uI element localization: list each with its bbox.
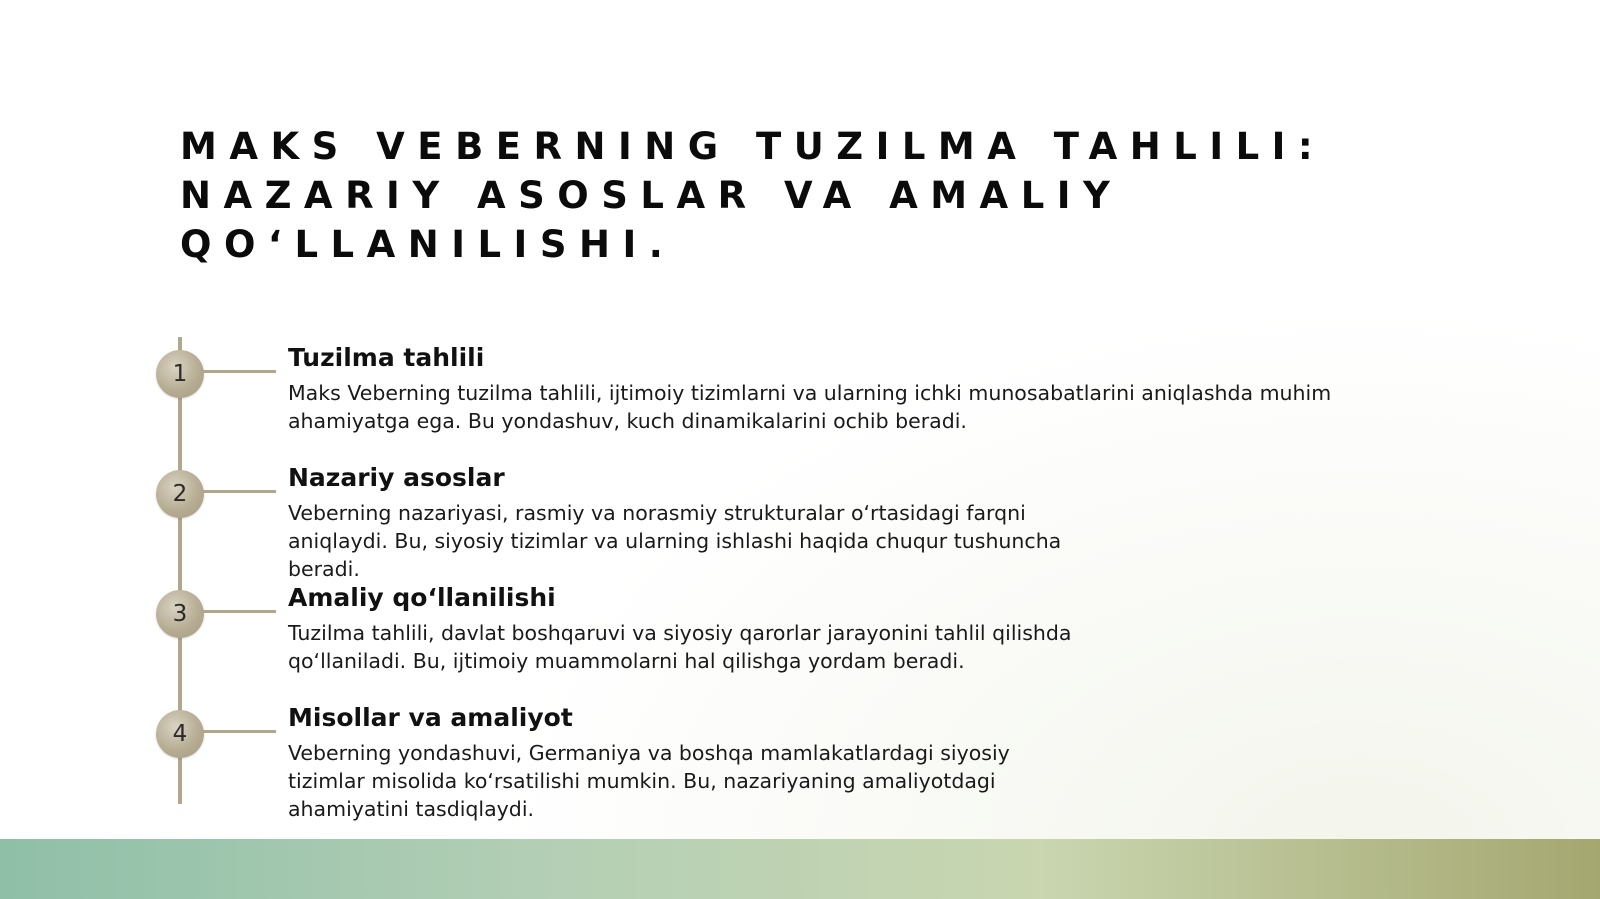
step-title-1: Tuzilma tahlili [288,343,485,372]
step-connector-2 [200,490,276,493]
step-connector-3 [200,610,276,613]
step-number-badge-4: 4 [156,710,204,758]
step-number-badge-2: 2 [156,470,204,518]
step-connector-1 [200,370,276,373]
step-title-3: Amaliy qo‘llanilishi [288,583,556,612]
slide-title [180,122,1480,269]
step-description-1: Maks Veberning tuzilma tahlili, ijtimoiy tizimlarni va ularning ichki munosabatlarini aniqlashda muhim ahamiyatga ega. Bu yondashuv, kuch dinamikalarini ochib beradi. [288,381,1332,433]
step-connector-4 [200,730,276,733]
decorative-bottom-band [0,839,1600,899]
step-number-badge-1: 1 [156,350,204,398]
step-title-4: Misollar va amaliyot [288,703,573,732]
slide-title-line-1: MAKS VEBERNING TUZILMA TAHLILI: [180,125,1326,168]
slide-title-line-2: NAZARIY ASOSLAR VA AMALIY [180,174,1123,217]
step-description-3: Tuzilma tahlili, davlat boshqaruvi va siyosiy qarorlar jarayonini tahlil qilishda qo‘llaniladi. Bu, ijtimoiy muammolarni hal qilishga yordam beradi. [288,621,1072,673]
step-number-badge-3: 3 [156,590,204,638]
step-description-2: Veberning nazariyasi, rasmiy va norasmiy strukturalar o‘rtasidagi farqni aniqlaydi. Bu, siyosiy tizimlar va ularning ishlashi haqida chuqur tushuncha beradi. [288,501,1062,581]
slide-title-line-3: QO‘LLANILISHI. [180,223,676,266]
step-title-2: Nazariy asoslar [288,463,505,492]
step-description-4: Veberning yondashuvi, Germaniya va boshqa mamlakatlardagi siyosiy tizimlar misolida ko‘rsatilishi mumkin. Bu, nazariyaning amaliyotdagi ahamiyatini tasdiqlaydi. [288,741,1010,821]
